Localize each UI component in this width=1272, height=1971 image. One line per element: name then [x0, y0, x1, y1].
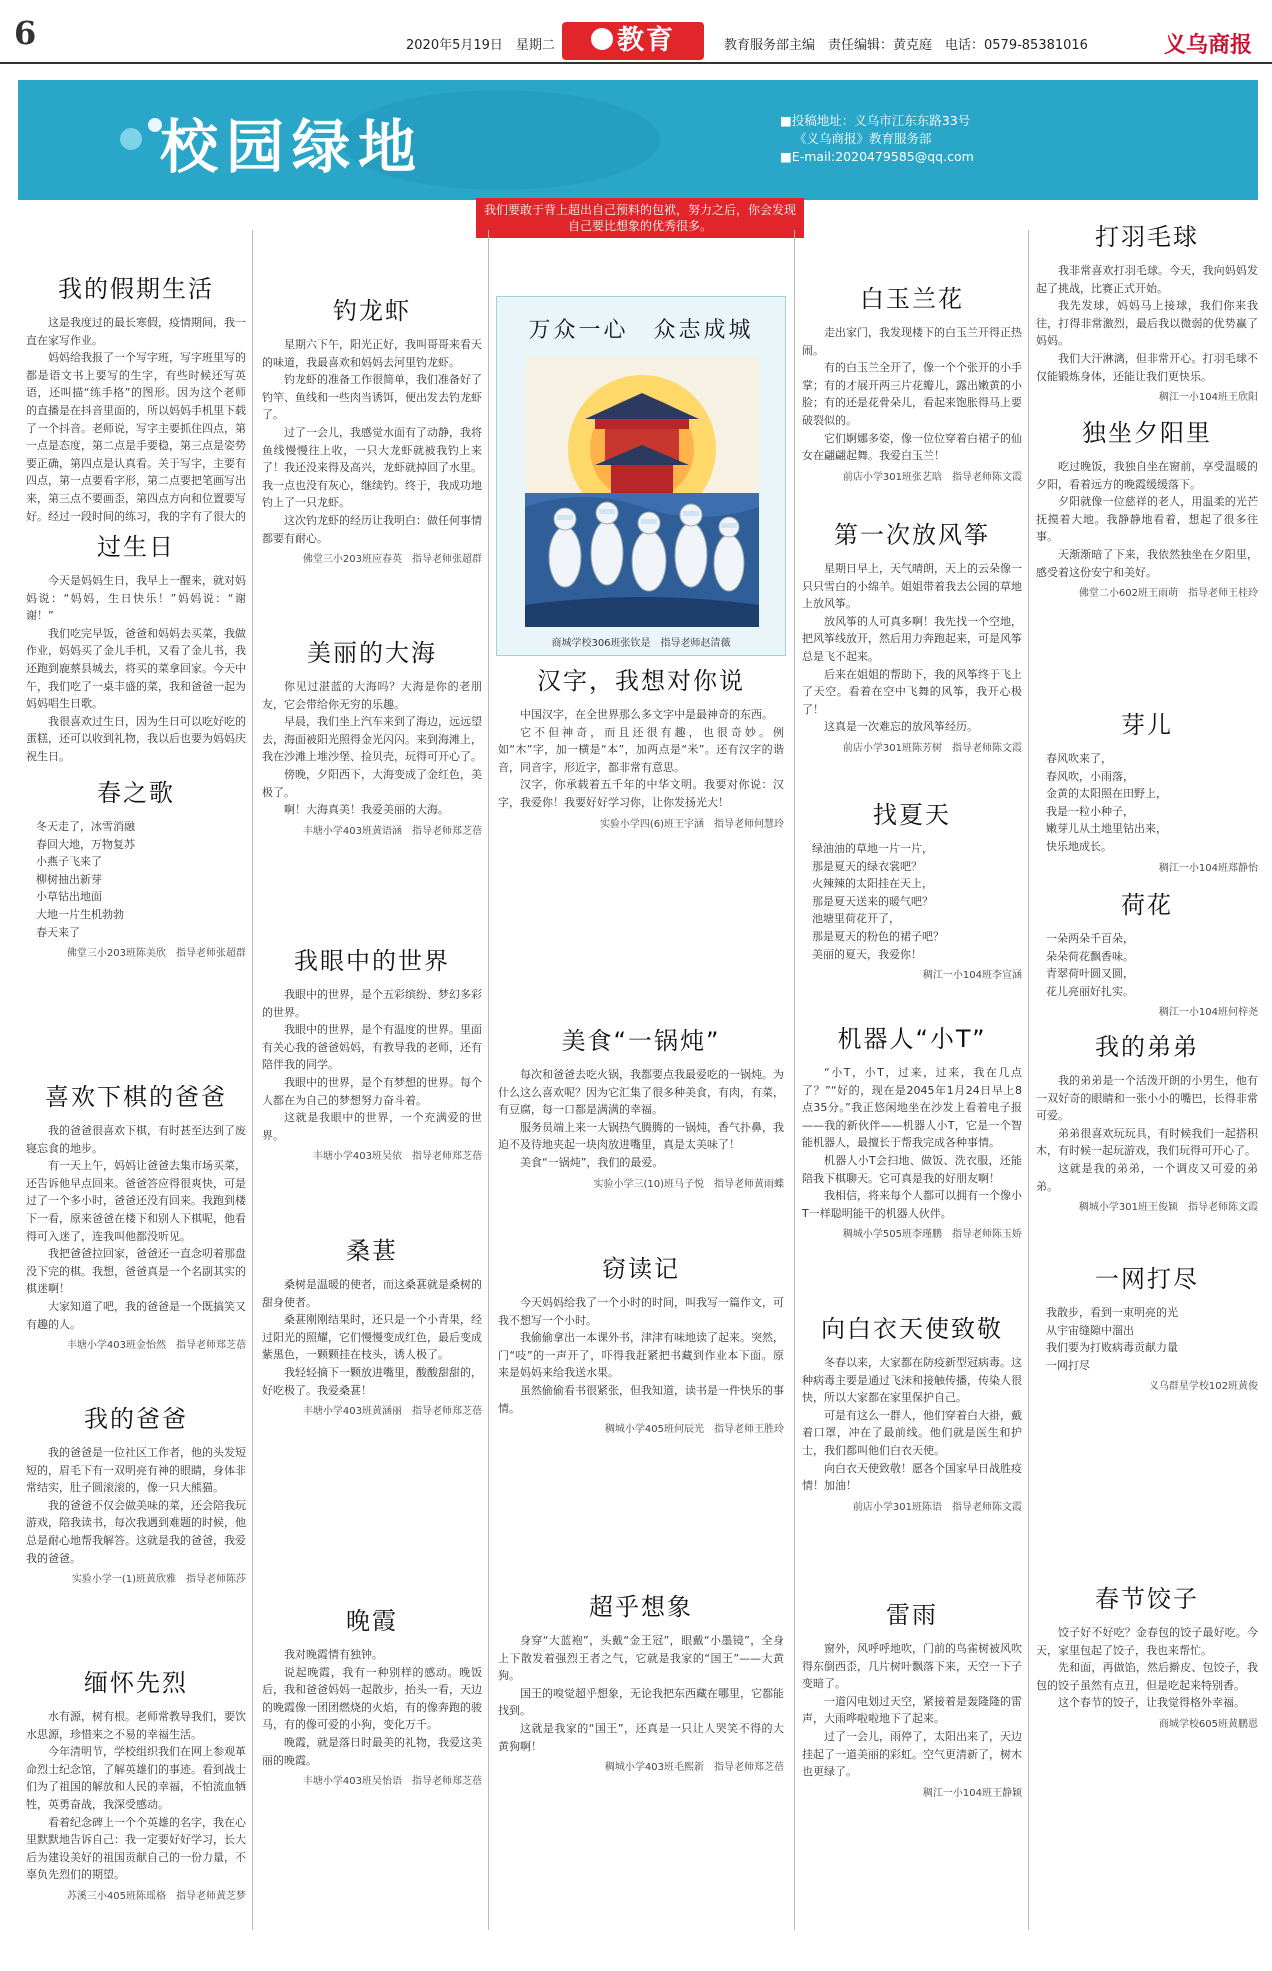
article-title: 春之歌: [97, 779, 175, 807]
article-title: 打羽毛球: [1095, 223, 1199, 251]
article-net-them-all: 一网打尽 我散步，看到一束明亮的光 从宇宙缝隙中溜出 我们要为打败病毒贡献力量 一网打尽 义乌群星学校102班黄俊: [1036, 1264, 1258, 1514]
submit-email: ■E-mail:2020479585@qq.com: [780, 149, 974, 164]
author-sig: 实验小学四(6)班王宇涵 指导老师何慧玲: [599, 818, 784, 830]
article-title: 窃读记: [602, 1255, 680, 1283]
article-beyond-imagination: 超乎想象 身穿“大蓝袍”，头戴“金王冠”，眼戴“小墨镜”，全身上下散发着强烈王者之气，它就是我家的“国王”——大黄狗。 国王的嗅觉超乎想象，无论我把东西藏在哪里，它都能找到。 这就是我家的“国王”，还真是一只让人哭笑不得的大黄狗啊！ 稠城小学403班毛熙新 指导老师郑芝蓓: [498, 1592, 784, 1930]
issue-date: 2020年5月19日 星期二: [406, 38, 555, 53]
article-title: 独坐夕阳里: [1082, 419, 1212, 447]
artwork-illustration: [525, 357, 759, 627]
article-crayfish: 钓龙虾 星期六下午，阳光正好，我叫哥哥来看天的味道，我最喜欢和妈妈去河里钓龙虾。 钓龙虾的准备工作很简单，我们准备好了钓竿、鱼线和一些肉当诱饵，便出发去钓龙虾了。 过了一会儿，我感觉水面有了动静，我将鱼线慢慢往上收，一只大龙虾就被我钓上来了！我还没来得及高兴，龙虾就掉回了水里。我一点也没有灰心，继续钓。终于，我成功地钓上了一只龙虾。 这次钓龙虾的经历让我明白：做任何事情都要有耐心。 佛堂三小203班应春英 指导老师张超群: [262, 296, 482, 618]
section-icon: [591, 28, 613, 50]
article-title: 机器人“小T”: [837, 1025, 987, 1053]
author-sig: 实验小学三(10)班马子悦 指导老师黄雨蝶: [593, 1178, 784, 1190]
article-title: 我的弟弟: [1095, 1033, 1199, 1061]
leaf-icon: [120, 128, 142, 150]
banner-info: [780, 112, 974, 166]
article-title: 钓龙虾: [333, 297, 411, 325]
article-title: 我的爸爸: [84, 1405, 188, 1433]
author-sig: 丰塘小学403班黄语涵 指导老师郑芝蓓: [302, 825, 482, 837]
article-angels-in-white: 向白衣天使致敬 冬春以来，大家都在防疫新型冠病毒。这种病毒主要是通过飞沫和接触传播，传染人很快，所以大家都在家里保护自己。 可是有这么一群人，他们穿着白大褂，戴着口罩，冲在了最前线。他们就是医生和护士，我们都叫他们白衣天使。 向白衣天使致敬！愿各个国家早日战胜疫情！加油！ 前店小学301班陈语 指导老师陈文霞: [802, 1314, 1022, 1590]
author-sig: 佛堂三小203班应春英 指导老师张超群: [302, 554, 482, 566]
article-vacation: 我的假期生活 这是我度过的最长寒假，疫情期间，我一直在家写作业。 妈妈给我报了一个写字班，写字班里写的都是语文书上要写的生字，有些时候还写英语，还叫描“练手格”的图形。因为这个老师的直播是在抖音里面的，所以妈妈手机里下载了一个抖音。老师说，写字主要抓住四点，第一点是态度，第二点是手要稳，第三点是姿势要正确，第四点是认真看。关于写字，主要有四点，第一点要看字形，第二点要把笔画写出来，第三点不要画歪，第四点方向和位置要写好。经过一段时间的练习，我的字有了很大的: [26, 275, 246, 523]
banner-tagline: 我们要敢于背上超出自己预料的包袱，努力之后，你会发现自己要比想象的优秀很多。: [476, 198, 804, 238]
article-sunset-glow: 晚霞 我对晚霞情有独钟。 说起晚霞，我有一种别样的感动。晚饭后，我和爸爸妈妈一起散步，抬头一看，天边的晚霞像一团团燃烧的火焰，有的像奔跑的骏马，有的像可爱的小狗，变化万千。 晚霞，就是落日时最美的礼物，我爱这美丽的晚霞。 丰塘小学403班吴怡语 指导老师郑芝蓓: [262, 1606, 482, 1930]
article-title: 晚霞: [346, 1607, 398, 1635]
article-secret-reading: 窃读记 今天妈妈给我了一个小时的时间，叫我写一篇作文，可我不想写一个小时。 我偷偷拿出一本课外书，津津有味地读了起来。突然，门“吱”的一声开了，吓得我赶紧把书藏到作业本下面。原来是妈妈来给我送水果。 虽然偷偷看书很紧张，但我知道，读书是一件快乐的事情。 稠城小学405班何辰光 指导老师王胜玲: [498, 1254, 784, 1572]
author-sig: 稠城小学505班李瑾鹏 指导老师陈玉娇: [842, 1229, 1022, 1241]
article-badminton: 打羽毛球 我非常喜欢打羽毛球。今天，我向妈妈发起了挑战，比赛正式开始。 我先发球，妈妈马上接球，我们你来我往，打得非常激烈，最后我以微弱的优势赢了妈妈。 我们大汗淋漓，但非常开心。打羽毛球不仅能锻炼身体，还能让我们更快乐。 稠江一小104班王欣阳: [1036, 222, 1258, 418]
author-sig: 佛堂三小203班陈美欣 指导老师张超群: [66, 948, 246, 960]
author-sig: 丰塘小学403班吴依 指导老师郑芝蓓: [312, 1151, 482, 1163]
author-sig: 稠江一小104班王静颖: [922, 1787, 1022, 1799]
article-dumplings: 春节饺子 饺子好不好吃？金春包的饺子最好吃。今天，家里包起了饺子，我也来帮忙。 先和面，再做馅，然后擀皮、包饺子，我包的饺子虽然有点丑，但是吃起来特别香。 这个春节的饺子，让我觉得格外幸福。 商城学校605班黄鹏恩: [1036, 1584, 1258, 1930]
author-sig: 稠江一小104班李宣涵: [922, 970, 1022, 982]
article-lotus: 荷花 一朵两朵千百朵， 朵朵荷花飘香味。 青翠荷叶圆又圆， 花儿亮丽好扎实。 稠江一小104班何梓尧: [1036, 890, 1258, 1028]
article-title: 向白衣天使致敬: [821, 1315, 1003, 1343]
article-sea: 美丽的大海 你见过湛蓝的大海吗？大海是你的老朋友，它会带给你无穷的乐趣。 早晨，我们坐上汽车来到了海边，远远望去，海面被阳光照得金光闪闪。来到海滩上，我在沙滩上堆沙堡、捡贝壳，玩得可开心了。 傍晚，夕阳西下，大海变成了金红色，美极了。 啊！大海真美！我爱美丽的大海。 丰塘小学403班黄语涵 指导老师郑芝蓓: [262, 638, 482, 928]
article-title: 美食“一锅炖”: [561, 1027, 721, 1055]
feature-caption: 商城学校306班张钦是 指导老师赵清薇: [551, 638, 731, 649]
column-divider: [1028, 230, 1029, 1930]
submit-org: 《义乌商报》教育服务部: [794, 131, 932, 146]
section-badge: 教育: [562, 22, 704, 60]
article-title: 桑葚: [346, 1237, 398, 1265]
author-sig: 稠江一小104班王欣阳: [1158, 392, 1258, 404]
article-title: 超乎想象: [589, 1593, 693, 1621]
page-number: 6: [14, 14, 37, 52]
article-title: 第一次放风筝: [834, 521, 990, 549]
article-title: 我眼中的世界: [294, 947, 450, 975]
article-birthday: 过生日 今天是妈妈生日，我早上一醒来，就对妈妈说：“妈妈，生日快乐！”妈妈说：“谢谢！” 我们吃完早饭，爸爸和妈妈去买菜，我做作业，妈妈买了金儿手机，又看了金儿书，我还跑到鹿蔡县城去，将买的菜拿回家。今天中午，我们吃了一桌丰盛的菜，我和爸爸一起为妈妈唱生日歌。 我很喜欢过生日，因为生日可以吃好吃的蛋糕，还可以收到礼物，我以后也要为妈妈庆祝生日。: [26, 532, 246, 770]
article-martyrs: 缅怀先烈 水有源，树有根。老师常教导我们，要饮水思源，珍惜来之不易的幸福生活。 今年清明节，学校组织我们在网上参观革命烈士纪念馆，了解英雄们的事迹。看到战士们为了祖国的解放和人民的幸福，不怕流血牺牲，英勇奋战，我深受感动。 看着纪念碑上一个个英雄的名字，我在心里默默地告诉自己：我一定要好好学习，长大后为建设美好的祖国贡献自己的一份力量，不辜负先烈们的期望。 苏溪三小405班陈瑶格 指导老师黄芝梦: [26, 1668, 246, 1930]
article-my-world: 我眼中的世界 我眼中的世界，是个五彩缤纷、梦幻多彩的世界。 我眼中的世界，是个有温度的世界。里面有关心我的爸爸妈妈，有教导我的老师，还有陪伴我的同学。 我眼中的世界，是个有梦想的世界。每个人都在为自己的梦想努力奋斗着。 这就是我眼中的世界，一个充满爱的世界。 丰塘小学403班吴依 指导老师郑芝蓓: [262, 946, 482, 1204]
author-sig: 丰塘小学403班金怡然 指导老师郑芝蓓: [66, 1340, 246, 1352]
article-thunderstorm: 雷雨 窗外，风呼呼地吹，门前的鸟雀树被风吹得东倒西歪，几片树叶飘落下来，天空一下子变暗了。 一道闪电划过天空，紧接着是轰隆隆的雷声，大雨哗啦啦地下了起来。 过了一会儿，雨停了，太阳出来了，天边挂起了一道美丽的彩虹。空气更清新了，树木也更绿了。 稠江一小104班王静颖: [802, 1600, 1022, 1930]
article-title: 我的假期生活: [58, 275, 214, 303]
author-sig: 佛堂二小602班王雨萌 指导老师王桂玲: [1078, 588, 1258, 600]
article-title: 芽儿: [1121, 711, 1173, 739]
article-spring-poem: 春之歌 冬天走了，冰雪消融 春回大地，万物复苏 小燕子飞来了 柳树抽出新芽 小草钻出地面 大地一片生机勃勃 春天来了 佛堂三小203班陈美欣 指导老师张超群: [26, 778, 246, 1062]
author-sig: 稠城小学405班何辰光 指导老师王胜玲: [604, 1424, 784, 1436]
article-chess-dad: 喜欢下棋的爸爸 我的爸爸很喜欢下棋，有时甚至达到了废寝忘食的地步。 有一天上午，妈妈让爸爸去集市场买菜，还告诉他早点回来。爸爸答应得很爽快，可是过了一个多小时，爸爸还没有回来。我跑到楼下一看，原来爸爸在楼下和别人下棋呢，他看得可入迷了，连我叫他都没听见。 我把爸爸拉回家，爸爸还一直念叨着那盘没下完的棋。我想，爸爸真是一个名副其实的棋迷啊！ 大家知道了吧，我的爸爸是一个既搞笑又有趣的人。 丰塘小学403班金怡然 指导老师郑芝蓓: [26, 1082, 246, 1374]
editor-line: 教育服务部主编 责任编辑：黄克庭 电话：0579-85381016: [724, 38, 1088, 53]
author-sig: 稠城小学403班毛熙新 指导老师郑芝蓓: [604, 1762, 784, 1774]
article-title: 春节饺子: [1095, 1585, 1199, 1613]
column-divider: [252, 230, 253, 1930]
author-sig: 前店小学301班陈语 指导老师陈文霞: [852, 1501, 1022, 1513]
author-sig: 丰塘小学403班吴怡语 指导老师郑芝蓓: [302, 1776, 482, 1788]
article-one-pot-stew: 美食“一锅炖” 每次和爸爸去吃火锅，我都要点我最爱吃的一锅炖。为什么这么喜欢呢？因为它汇集了很多种美食，有肉，有菜，有豆腐，每一口都是满满的幸福。 服务员端上来一大锅热气腾腾的一锅炖，香气扑鼻，我迫不及待地夹起一块肉放进嘴里，真是太美味了！ 美食“一锅炖”，我们的最爱。 实验小学三(10)班马子悦 指导老师黄雨蝶: [498, 1026, 784, 1248]
article-find-summer: 找夏天 绿油油的草地一片一片， 那是夏天的绿衣裳吧？ 火辣辣的太阳挂在天上， 那是夏天送来的暖气吧？ 池塘里荷花开了， 那是夏天的粉色的裙子吧？ 美丽的夏天，我爱你！ 稠江一小104班李宣涵: [802, 800, 1022, 1022]
author-sig: 商城学校605班黄鹏恩: [1158, 1718, 1258, 1730]
author-sig: 丰塘小学403班黄涵丽 指导老师郑芝蓓: [302, 1406, 482, 1418]
author-sig: 苏溪三小405班陈瑶格 指导老师黄芝梦: [66, 1890, 246, 1902]
banner-title: 校园绿地: [160, 113, 425, 181]
article-magnolia: 白玉兰花 走出家门，我发现楼下的白玉兰开得正热闹。 有的白玉兰全开了，像一个个张开的小手掌；有的才展开两三片花瓣儿，露出嫩黄的小脸；有的还是花骨朵儿，看起来饱胀得马上要破裂似的。 它们婀娜多姿，像一位位穿着白裙子的仙女在翩翩起舞。我爱白玉兰！ 前店小学301班张艺晗 指导老师陈文霞: [802, 284, 1022, 504]
author-sig: 前店小学301班陈芳树 指导老师陈文霞: [842, 742, 1022, 754]
article-sprout: 芽儿 春风吹来了， 春风吹，小雨落， 金黄的太阳照在田野上， 我是一粒小种子， 嫩芽儿从土地里钻出来， 快乐地成长。 稠江一小104班郑静怡: [1036, 710, 1258, 878]
author-sig: 前店小学301班张艺晗 指导老师陈文霞: [842, 471, 1022, 483]
article-title: 白玉兰花: [860, 285, 964, 313]
newspaper-brand: 义乌商报: [1163, 32, 1252, 58]
author-sig: 义乌群星学校102班黄俊: [1148, 1381, 1258, 1393]
featured-artwork: [496, 296, 786, 656]
article-title: 找夏天: [873, 801, 951, 829]
article-title: 缅怀先烈: [84, 1669, 188, 1697]
author-sig: 稠江一小104班郑静怡: [1158, 862, 1258, 874]
author-sig: 稠城小学301班王俊颖 指导老师陈文霞: [1078, 1202, 1258, 1214]
article-title: 过生日: [97, 533, 175, 561]
article-title: 一网打尽: [1095, 1265, 1199, 1293]
article-title: 美丽的大海: [307, 639, 437, 667]
article-my-brother: 我的弟弟 我的弟弟是一个活泼开朗的小男生，他有一双好奇的眼睛和一张小小的嘴巴，长得非常可爱。 弟弟很喜欢玩玩具，有时候我们一起搭积木，有时候一起玩游戏，我们玩得可开心了。 这就是我的弟弟，一个调皮又可爱的弟弟。 稠城小学301班王俊颖 指导老师陈文霞: [1036, 1032, 1258, 1248]
article-chinese-characters: 汉字，我想对你说 中国汉字，在全世界那么多文字中是最神奇的东西。 它不但神奇，而且还很有趣，也很奇妙。例如“木”字，加一横是“本”，加两点是“米”。还有汉字的谐音，同音字，形近字，都非常有意思。 汉字，你承载着五千年的中华文明。我要对你说：汉字，我爱你！我要好好学习你，让你发扬光大！ 实验小学四(6)班王宇涵 指导老师何慧玲: [498, 666, 784, 1014]
author-sig: 稠江一小104班何梓尧: [1158, 1007, 1258, 1019]
author-sig: 实验小学一(1)班黄欣雅 指导老师陈莎: [71, 1574, 246, 1586]
article-title: 喜欢下棋的爸爸: [45, 1083, 227, 1111]
page-header: [0, 0, 1272, 62]
article-title: 汉字，我想对你说: [537, 667, 745, 695]
page-footer: [0, 1940, 1272, 1971]
article-robot: 机器人“小T” “小T，小T，过来，过来，我在几点了？”“好的，现在是2045年1月24日早上8点35分。”我正悠闲地坐在沙发上看着电子报——我的新伙伴——机器人小T，它是一个智能机器人，最擅长于帮我完成各种事情。 机器人小T会扫地、做饭、洗衣服，还能陪我下棋聊天。它可真是我的好朋友啊！ 我相信，将来每个人都可以拥有一个像小T一样聪明能干的机器人伙伴。 稠城小学505班李瑾鹏 指导老师陈玉娇: [802, 1024, 1022, 1302]
article-kite: 第一次放风筝 星期日早上，天气晴朗，天上的云朵像一只只雪白的小绵羊。姐姐带着我去公园的草地上放风筝。 放风筝的人可真多啊！我先找一个空地，把风筝线放开，然后用力奔跑起来，可是风筝总是飞不起来。 后来在姐姐的帮助下，我的风筝终于飞上了天空。看着在空中飞舞的风筝，我开心极了！ 这真是一次难忘的放风筝经历。 前店小学301班陈芳树 指导老师陈文霞: [802, 520, 1022, 782]
header-rule: [0, 62, 1272, 64]
column-divider: [488, 230, 489, 1930]
article-title: 雷雨: [886, 1601, 938, 1629]
article-my-dad: 我的爸爸 我的爸爸是一位社区工作者，他的头发短短的，眉毛下有一双明亮有神的眼睛，身体非常结实，肚子圆滚滚的，像一只大熊猫。 我的爸爸不仅会做美味的菜，还会陪我玩游戏，陪我读书，每次我遇到难题的时候，他总是耐心地帮我解答。这就是我的爸爸，我爱我的爸爸。 实验小学一(1)班黄欣雅 指导老师陈莎: [26, 1404, 246, 1650]
submit-address: ■投稿地址：义乌市江东东路33号: [780, 113, 971, 128]
feature-title: 万众一心 众志成城: [528, 318, 754, 343]
article-sitting-in-sunset: 独坐夕阳里 吃过晚饭，我独自坐在窗前，享受温暖的夕阳，看着远方的晚霞缓缓落下。 夕阳就像一位慈祥的老人，用温柔的光芒抚摸着大地。我静静地看着，想起了很多往事。 天渐渐暗了下来，我依然独坐在夕阳里，感受着这份安宁和美好。 佛堂二小602班王雨萌 指导老师王桂玲: [1036, 418, 1258, 704]
article-mulberry: 桑葚 桑树是温暖的使者，而这桑葚就是桑树的甜身使者。 桑葚刚刚结果时，还只是一个小青果，经过阳光的照耀，它们慢慢变成红色，最后变成紫黑色，一颗颗挂在枝头，诱人极了。 我轻轻摘下一颗放进嘴里，酸酸甜甜的，好吃极了。我爱桑葚！ 丰塘小学403班黄涵丽 指导老师郑芝蓓: [262, 1236, 482, 1518]
article-title: 荷花: [1121, 891, 1173, 919]
column-divider: [794, 230, 795, 1930]
